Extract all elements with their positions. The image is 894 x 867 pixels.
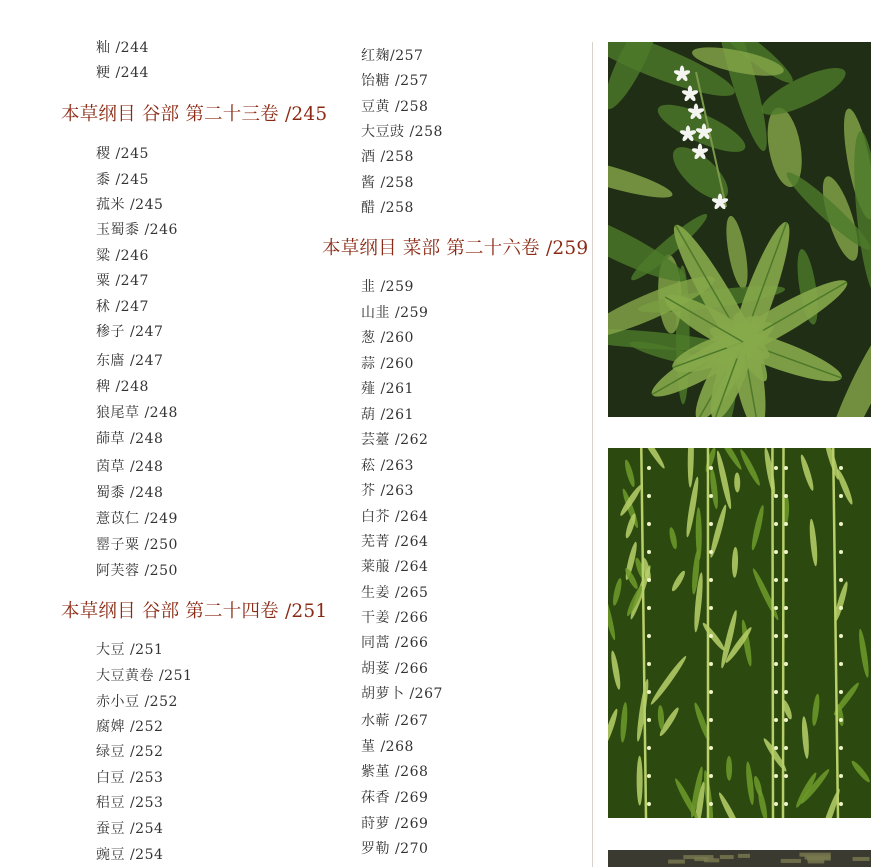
index-entry: 葫 /261: [361, 407, 414, 423]
index-entry: 秫 /247: [96, 299, 149, 315]
partial-photo-bottom: [608, 850, 871, 867]
index-entry: 玉蜀黍 /246: [96, 222, 178, 238]
index-entry: 堇 /268: [361, 739, 414, 755]
index-entry: 稆豆 /253: [96, 795, 164, 811]
index-entry: 同蒿 /266: [361, 635, 429, 651]
index-entry: 东廧 /247: [96, 353, 164, 369]
index-entry: 绿豆 /252: [96, 744, 164, 760]
index-entry: 紫堇 /268: [361, 764, 429, 780]
index-entry: 山韭 /259: [361, 305, 429, 321]
index-entry: 罂子粟 /250: [96, 537, 178, 553]
index-entry: 胡荽 /266: [361, 661, 429, 677]
index-entry: 薏苡仁 /249: [96, 511, 178, 527]
index-entry: 酒 /258: [361, 149, 414, 165]
dense-green-herb-photo: [608, 448, 871, 818]
index-entry: 豌豆 /254: [96, 847, 164, 863]
index-entry: 茠香 /269: [361, 790, 429, 806]
index-entry: 薤 /261: [361, 381, 414, 397]
index-entry: 酱 /258: [361, 175, 414, 191]
index-entry: 黍 /245: [96, 172, 149, 188]
index-entry: 大豆黄卷 /251: [96, 668, 193, 684]
index-entry: 水蕲 /267: [361, 713, 429, 729]
index-entry: 芥 /263: [361, 483, 414, 499]
index-entry: 豆黄 /258: [361, 99, 429, 115]
index-entry: 蚕豆 /254: [96, 821, 164, 837]
section-heading: 本草纲目 谷部 第二十四卷 /251: [61, 601, 328, 622]
index-entry: 饴糖 /257: [361, 73, 429, 89]
index-entry: 菘 /263: [361, 458, 414, 474]
index-entry: 大豆豉 /258: [361, 124, 443, 140]
index-entry: 茵草 /248: [96, 459, 164, 475]
index-entry: 赤小豆 /252: [96, 694, 178, 710]
section-heading: 本草纲目 菜部 第二十六卷 /259: [322, 238, 589, 259]
index-entry: 粳 /244: [96, 65, 149, 81]
index-entry: 蒜 /260: [361, 356, 414, 372]
index-entry: 干姜 /266: [361, 610, 429, 626]
index-entry: 醋 /258: [361, 200, 414, 216]
index-entry: 蜀黍 /248: [96, 485, 164, 501]
index-entry: 葱 /260: [361, 330, 414, 346]
index-entry: 蒒草 /248: [96, 431, 164, 447]
index-entry: 红麹/257: [361, 48, 424, 64]
index-entry: 腐婢 /252: [96, 719, 164, 735]
index-entry: 芜菁 /264: [361, 534, 429, 550]
index-entry: 白芥 /264: [361, 509, 429, 525]
index-entry: 白豆 /253: [96, 770, 164, 786]
index-entry: 莳萝 /269: [361, 816, 429, 832]
index-entry: 粟 /247: [96, 273, 149, 289]
index-entry: 生姜 /265: [361, 585, 429, 601]
index-entry: 罗勒 /270: [361, 841, 429, 857]
index-entry: 菰米 /245: [96, 197, 164, 213]
index-entry: 胡萝卜 /267: [361, 686, 443, 702]
index-entry: 䅟子 /247: [96, 324, 164, 340]
index-entry: 稷 /245: [96, 146, 149, 162]
index-entry: 莱菔 /264: [361, 559, 429, 575]
index-entry: 韭 /259: [361, 279, 414, 295]
index-entry: 籼 /244: [96, 40, 149, 56]
index-entry: 粱 /246: [96, 248, 149, 264]
index-entry: 大豆 /251: [96, 642, 164, 658]
index-entry: 阿芙蓉 /250: [96, 563, 178, 579]
index-entry: 芸薹 /262: [361, 432, 429, 448]
index-entry: 狼尾草 /248: [96, 405, 178, 421]
broadleaf-plant-white-flowers-photo: [608, 42, 871, 417]
index-entry: 稗 /248: [96, 379, 149, 395]
section-heading: 本草纲目 谷部 第二十三卷 /245: [61, 104, 328, 125]
column-divider: [592, 42, 593, 867]
